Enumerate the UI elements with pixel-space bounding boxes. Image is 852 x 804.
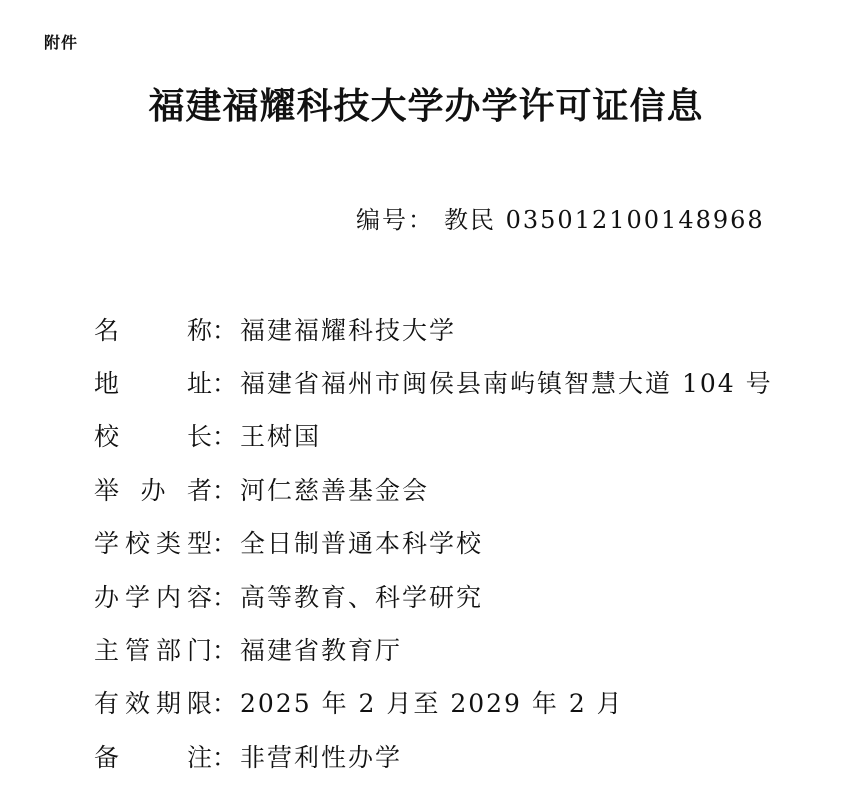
field-value: 2025 年 2 月至 2029 年 2 月 <box>240 689 624 719</box>
field-colon: ： <box>212 369 238 399</box>
field-value: 全日制普通本科学校 <box>240 529 484 559</box>
field-label: 举办者 <box>94 475 212 505</box>
license-fields <box>94 302 773 783</box>
field-authority <box>94 622 773 675</box>
field-colon: ： <box>212 315 238 345</box>
field-label: 名称 <box>94 315 212 345</box>
field-validity <box>94 676 773 729</box>
field-address <box>94 355 773 408</box>
field-sponsor <box>94 462 773 515</box>
field-value: 高等教育、科学研究 <box>240 582 484 612</box>
field-label: 办学内容 <box>94 582 212 612</box>
field-school-type <box>94 516 773 569</box>
field-scope <box>94 569 773 622</box>
field-label: 地址 <box>94 369 212 399</box>
field-label: 学校类型 <box>94 529 212 559</box>
field-label: 校长 <box>94 422 212 452</box>
field-value: 福建福耀科技大学 <box>240 315 457 345</box>
field-name <box>94 302 773 355</box>
field-value: 河仁慈善基金会 <box>240 475 430 505</box>
field-value: 王树国 <box>240 422 322 452</box>
field-value: 福建省福州市闽侯县南屿镇智慧大道 104 号 <box>240 369 773 399</box>
field-value: 福建省教育厅 <box>240 636 403 666</box>
field-colon: ： <box>212 689 238 719</box>
field-colon: ： <box>212 475 238 505</box>
field-label: 备注 <box>94 742 212 772</box>
license-number <box>356 200 765 235</box>
license-number-label: 编号： <box>356 206 434 234</box>
field-colon: ： <box>212 529 238 559</box>
field-colon: ： <box>212 742 238 772</box>
field-value: 非营利性办学 <box>240 742 403 772</box>
license-number-code: 教民 035012100148968 <box>444 206 765 234</box>
field-label: 主管部门 <box>94 636 212 666</box>
field-colon: ： <box>212 636 238 666</box>
attachment-label: 附件 <box>44 33 79 52</box>
field-president <box>94 409 773 462</box>
field-colon: ： <box>212 422 238 452</box>
field-remarks <box>94 729 773 782</box>
field-label: 有效期限 <box>94 689 212 719</box>
field-colon: ： <box>212 582 238 612</box>
document-title: 福建福耀科技大学办学许可证信息 <box>148 85 704 127</box>
